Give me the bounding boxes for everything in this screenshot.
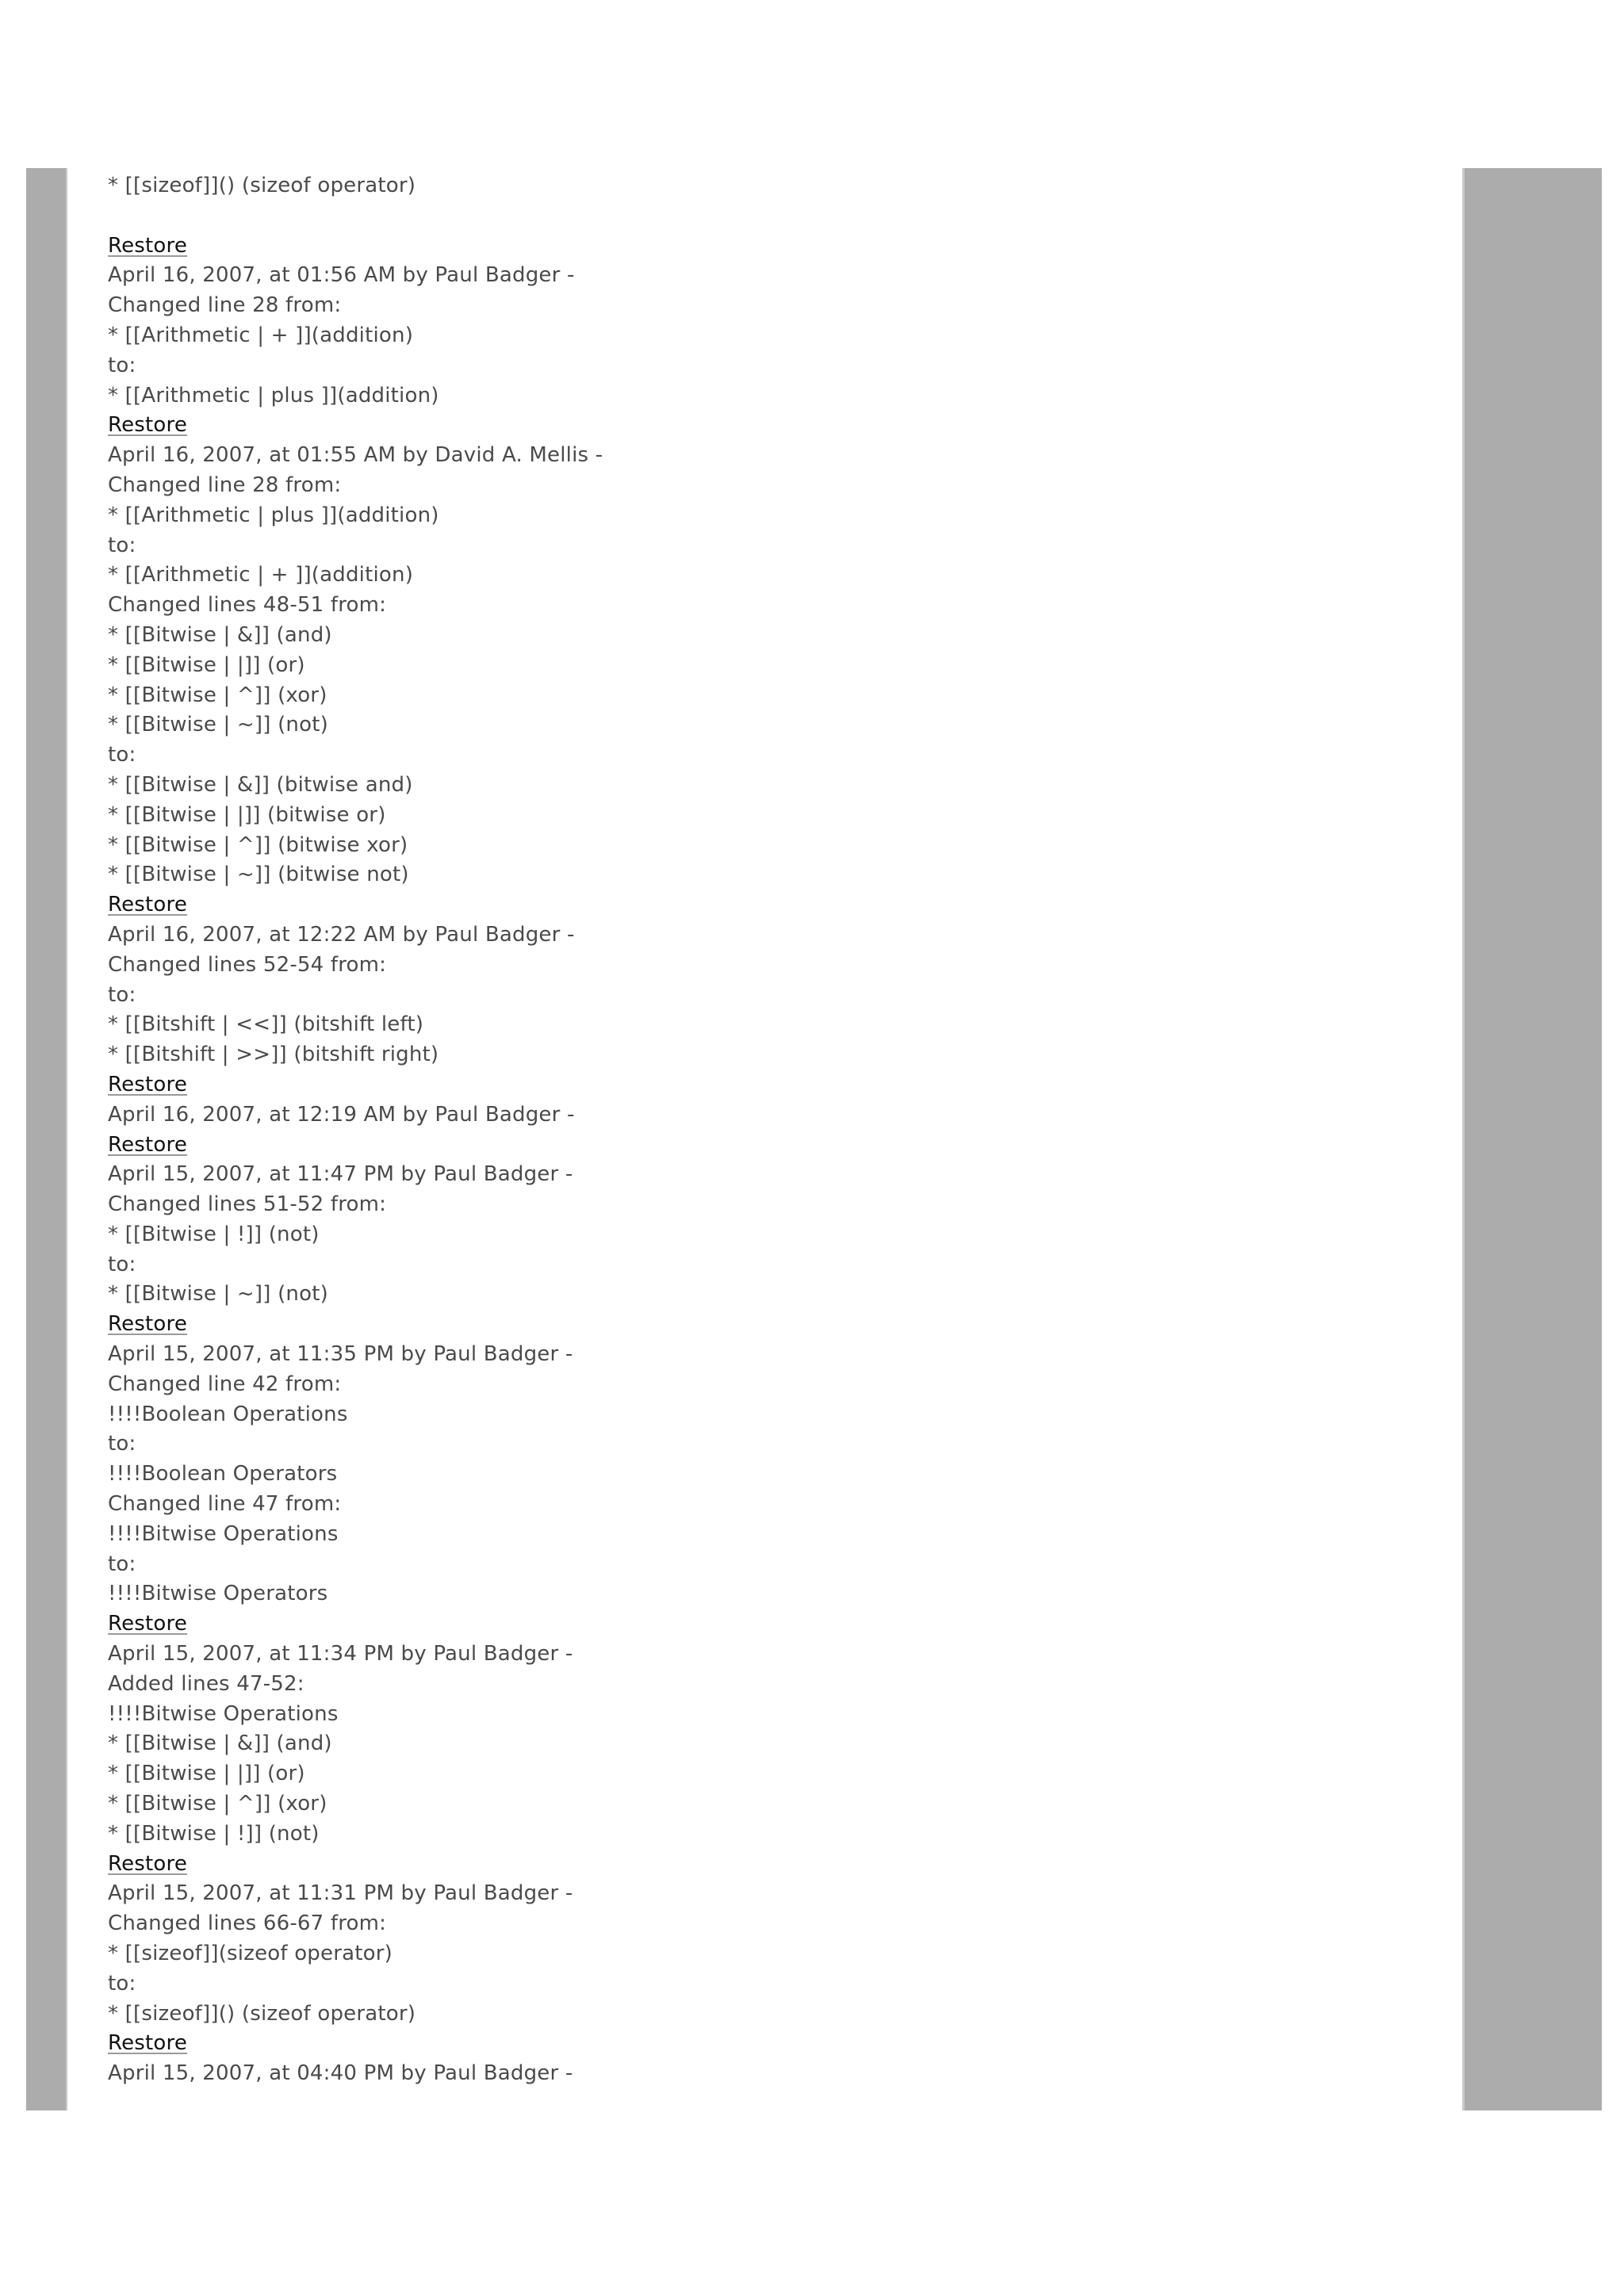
restore-row — [108, 1070, 1440, 1100]
history-line: !!!!Boolean Operators — [108, 1462, 338, 1487]
history-line: to: — [108, 1432, 136, 1456]
page-history-content — [108, 171, 1440, 2089]
history-line: * [[Bitwise | |]] (or) — [108, 652, 305, 677]
history-line: to: — [108, 533, 136, 557]
history-line: to: — [108, 1552, 136, 1576]
history-line: April 15, 2007, at 11:34 PM by Paul Badger - — [108, 1642, 573, 1667]
restore-row — [108, 1850, 1440, 1880]
history-line: to: — [108, 1252, 136, 1276]
restore-link[interactable]: Restore — [108, 413, 188, 438]
history-line: April 15, 2007, at 11:35 PM by Paul Badger - — [108, 1342, 573, 1367]
history-line: * [[Bitwise | ^]] (xor) — [108, 683, 327, 707]
history-line: April 15, 2007, at 11:31 PM by Paul Badger - — [108, 1881, 573, 1906]
history-line: !!!!Bitwise Operations — [108, 1521, 339, 1546]
history-line: Changed line 47 from: — [108, 1492, 342, 1517]
history-line: * [[sizeof]]() (sizeof operator) — [108, 2001, 416, 2026]
history-line: * [[Bitshift | >>]] (bitshift right) — [108, 1043, 439, 1067]
history-line: Changed lines 51-52 from: — [108, 1192, 387, 1217]
restore-row — [108, 1310, 1440, 1340]
restore-row — [108, 411, 1440, 441]
history-line: * [[Bitwise | ~]] (not) — [108, 713, 328, 737]
history-line: * [[Arithmetic | plus ]](addition) — [108, 503, 439, 527]
history-line: to: — [108, 743, 136, 767]
history-line: April 15, 2007, at 04:40 PM by Paul Badger - — [108, 2061, 573, 2086]
history-line: * [[sizeof]](sizeof operator) — [108, 1942, 393, 1966]
history-line: * [[Arithmetic | plus ]](addition) — [108, 383, 439, 408]
restore-link[interactable]: Restore — [108, 1312, 188, 1337]
history-line: * [[Bitwise | |]] (bitwise or) — [108, 802, 386, 827]
history-line: * [[Bitwise | !]] (not) — [108, 1222, 320, 1246]
history-line: April 16, 2007, at 12:22 AM by Paul Badger - — [108, 922, 575, 947]
history-line: to: — [108, 353, 136, 377]
history-line: Added lines 47-52: — [108, 1671, 304, 1696]
history-line: to: — [108, 982, 136, 1007]
left-margin-bar — [26, 168, 67, 2110]
history-line: Changed line 42 from: — [108, 1372, 342, 1396]
restore-link[interactable]: Restore — [108, 1612, 188, 1636]
history-line: Changed line 28 from: — [108, 473, 342, 497]
restore-link[interactable]: Restore — [108, 233, 188, 258]
restore-link[interactable]: Restore — [108, 1132, 188, 1157]
history-line: * [[Bitwise | ~]] (not) — [108, 1282, 328, 1307]
history-line: April 16, 2007, at 01:55 AM by David A. Mellis - — [108, 443, 603, 468]
restore-link[interactable]: Restore — [108, 1072, 188, 1096]
history-line: * [[Bitwise | ^]] (xor) — [108, 1792, 327, 1816]
history-line: * [[Bitwise | &]] (bitwise and) — [108, 772, 413, 797]
history-line: April 16, 2007, at 12:19 AM by Paul Badger - — [108, 1102, 575, 1127]
restore-row — [108, 232, 1440, 262]
history-line: Changed lines 66-67 from: — [108, 1911, 387, 1936]
history-line: * [[Bitwise | &]] (and) — [108, 622, 332, 647]
restore-row — [108, 1609, 1440, 1640]
history-line: April 16, 2007, at 01:56 AM by Paul Badger - — [108, 263, 575, 288]
history-line: * [[Bitshift | <<]] (bitshift left) — [108, 1012, 424, 1037]
history-line: * [[Arithmetic | + ]](addition) — [108, 563, 414, 587]
restore-link[interactable]: Restore — [108, 1851, 188, 1876]
history-line: !!!!Bitwise Operations — [108, 1701, 339, 1726]
history-line: * [[Bitwise | !]] (not) — [108, 1821, 320, 1846]
history-line: April 15, 2007, at 11:47 PM by Paul Badger - — [108, 1162, 573, 1187]
restore-row — [108, 1131, 1440, 1161]
restore-link[interactable]: Restore — [108, 2031, 188, 2056]
restore-row — [108, 2029, 1440, 2059]
restore-row — [108, 890, 1440, 920]
history-line: * [[sizeof]]() (sizeof operator) — [108, 174, 416, 197]
history-line: * [[Arithmetic | + ]](addition) — [108, 323, 414, 347]
history-line: Changed line 28 from: — [108, 293, 342, 318]
history-line: !!!!Boolean Operations — [108, 1402, 348, 1426]
history-line: !!!!Bitwise Operators — [108, 1582, 328, 1606]
history-line: * [[Bitwise | ^]] (bitwise xor) — [108, 832, 408, 857]
restore-link[interactable]: Restore — [108, 893, 188, 917]
history-line: to: — [108, 1971, 136, 1996]
history-line: Changed lines 48-51 from: — [108, 593, 387, 618]
history-line: Changed lines 52-54 from: — [108, 952, 387, 977]
blank-line — [108, 201, 1440, 232]
right-margin-bar — [1462, 168, 1602, 2110]
history-line: * [[Bitwise | ~]] (bitwise not) — [108, 863, 409, 887]
history-line: * [[Bitwise | &]] (and) — [108, 1732, 332, 1756]
history-line: * [[Bitwise | |]] (or) — [108, 1762, 305, 1786]
